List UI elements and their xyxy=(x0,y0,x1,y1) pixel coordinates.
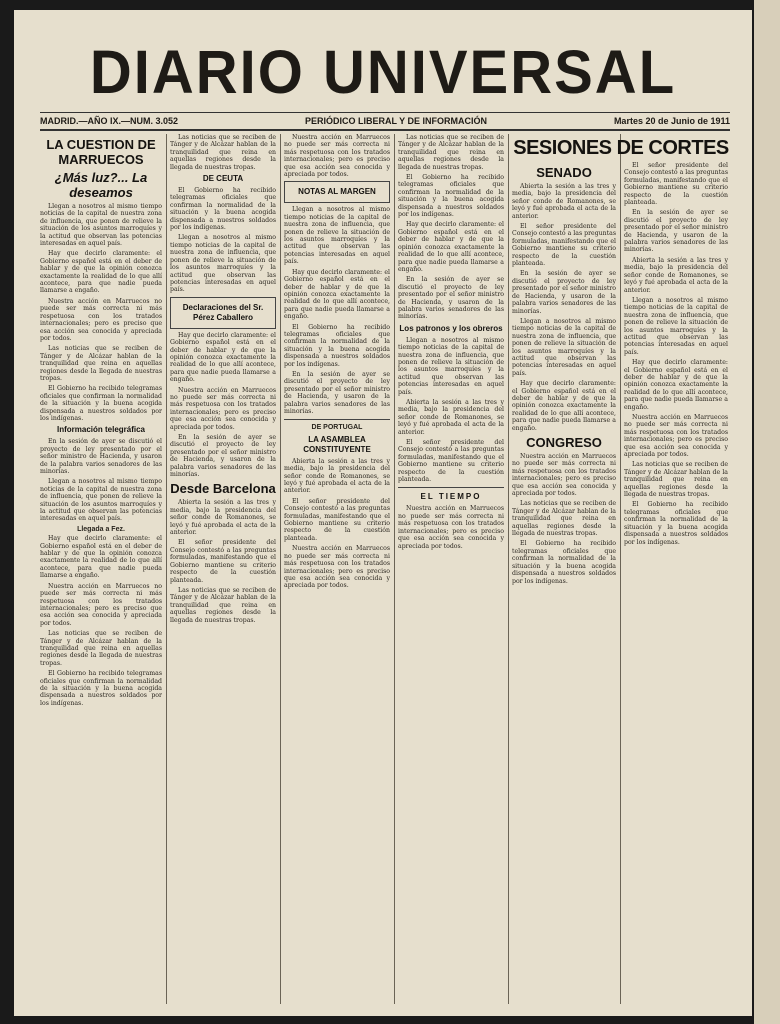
paragraph: Las noticias que se reciben de Tánger y de Alcázar hablan de la tranquilidad que reina en aquellas regiones desde la llegada de nuestras tropas. xyxy=(40,630,162,667)
headline-senado: SENADO xyxy=(536,165,592,180)
sessions-left xyxy=(512,162,616,588)
paragraph: El señor presidente del Consejo contestó a las preguntas formuladas, manifestando que el Gobierno mantiene su criterio respecto de la cuestión planteada. xyxy=(170,539,276,584)
paragraph: Hay que decirlo claramente: el Gobierno español está en el deber de hablar y de que la opinión conozca exactamente la realidad de lo que allí acontece, para que nadie pueda llamarse a engaño. xyxy=(40,535,162,580)
tagline: PERIÓDICO LIBERAL Y DE INFORMACIÓN xyxy=(304,116,487,126)
headline-sesiones-cortes: SESIONES DE CORTES xyxy=(513,137,729,159)
subhead-portugal: DE PORTUGAL xyxy=(311,424,363,432)
adjacent-page-edge xyxy=(754,0,780,1024)
paragraph: El Gobierno ha recibido telegramas oficiales que confirman la normalidad de la situación y la buena acogida dispensada a nuestros soldados por los indígenas. xyxy=(40,670,162,707)
subhead-fez: Llegada a Fez. xyxy=(77,525,125,533)
paragraph: Llegan a nosotros al mismo tiempo noticias de la capital de nuestra zona de influencia, que ponen de relieve la situación de los asuntos marroquíes y la actitud que observan las potencias interesadas en aquel país. xyxy=(398,336,504,396)
headline-barcelona: Desde Barcelona xyxy=(170,481,276,497)
paragraph: Abierta la sesión a las tres y media, bajo la presidencia del señor conde de Romanones, se leyó y fué aprobada el acta de la anterior. xyxy=(512,183,616,220)
paragraph: Abierta la sesión a las tres y media, bajo la presidencia del señor conde de Romanones, se leyó y fué aprobada el acta de la anterior. xyxy=(398,399,504,436)
paragraph: Hay que decirlo claramente: el Gobierno español está en el deber de hablar y de que la opinión conozca exactamente la realidad de lo que allí acontece, para que nadie pueda llamarse a engaño. xyxy=(40,250,162,295)
headline-asamblea: LA ASAMBLEA CONSTITUYENTE xyxy=(303,434,371,454)
edition-info: MADRID.—AÑO IX.—NUM. 3.052 xyxy=(40,116,179,126)
column-rule xyxy=(508,134,509,1004)
newspaper-page xyxy=(14,10,752,1016)
paragraph: En la sesión de ayer se discutió el proyecto de ley presentado por el señor ministro de Hacienda, y usaron de la palabra varios senadores de las minorías. xyxy=(284,370,390,415)
headline-congreso: CONGRESO xyxy=(526,435,602,450)
headline-notas-al-margen: NOTAS AL MARGEN xyxy=(298,187,376,197)
sessions-right xyxy=(624,162,728,588)
paragraph: El señor presidente del Consejo contestó a las preguntas formuladas, manifestando que el Gobierno mantiene su criterio respecto de la cuestión planteada. xyxy=(284,497,390,542)
divider xyxy=(284,419,390,420)
paragraph: Llegan a nosotros al mismo tiempo noticias de la capital de nuestra zona de influencia, que ponen de relieve la situación de los asuntos marroquíes y la actitud que observan las potencias interesadas en aquel país. xyxy=(284,206,390,266)
paragraph: Llegan a nosotros al mismo tiempo noticias de la capital de nuestra zona de influencia, que ponen de relieve la situación de los asuntos marroquíes y la actitud que observan las potencias interesadas en aquel país. xyxy=(40,478,162,523)
dateline xyxy=(40,112,730,131)
paragraph: Nuestra acción en Marruecos no puede ser más correcta ni más respetuosa con los tratados internacionales; pero es preciso que esa acción sea conocida y apreciada por todos. xyxy=(40,582,162,627)
paragraph: En la sesión de ayer se discutió el proyecto de ley presentado por el señor ministro de Hacienda, y usaron de la palabra varios senadores de las minorías. xyxy=(512,270,616,315)
paragraph: Hay que decirlo claramente: el Gobierno español está en el deber de hablar y de que la opinión conozca exactamente la realidad de lo que allí acontece, para que nadie pueda llamarse a engaño. xyxy=(624,359,728,411)
column-2 xyxy=(170,134,276,627)
column-1 xyxy=(40,134,162,710)
column-5 xyxy=(512,134,730,588)
headline-marruecos: LA CUESTION DE MARRUECOS xyxy=(46,137,156,167)
headline-tiempo: EL TIEMPO xyxy=(420,492,482,502)
paragraph: Las noticias que se reciben de Tánger y de Alcázar hablan de la tranquilidad que reina en aquellas regiones desde la llegada de nuestras tropas. xyxy=(170,134,276,171)
paragraph: Hay que decirlo claramente: el Gobierno español está en el deber de hablar y de que la opinión conozca exactamente la realidad de lo que allí acontece, para que nadie pueda llamarse a engaño. xyxy=(398,221,504,273)
box-declaraciones xyxy=(170,297,276,329)
paragraph: Abierta la sesión a las tres y media, bajo la presidencia del señor conde de Romanones, se leyó y fué aprobada el acta de la anterior. xyxy=(284,457,390,495)
paragraph: Las noticias que se reciben de Tánger y de Alcázar hablan de la tranquilidad que reina en aquellas regiones desde la llegada de nuestras tropas. xyxy=(40,345,162,382)
headline-patronos: Los patronos y los obreros xyxy=(399,323,503,333)
masthead: DIARIO UNIVERSAL xyxy=(89,38,677,107)
paragraph: Las noticias que se reciben de Tánger y de Alcázar hablan de la tranquilidad que reina en aquellas regiones desde la llegada de nuestras tropas. xyxy=(170,586,276,624)
paragraph: Llegan a nosotros al mismo tiempo noticias de la capital de nuestra zona de influencia, que ponen de relieve la situación de los asuntos marroquíes y la actitud que observan las potencias interesadas en aquel país. xyxy=(40,203,162,248)
paragraph: Llegan a nosotros al mismo tiempo noticias de la capital de nuestra zona de influencia, que ponen de relieve la situación de los asuntos marroquíes y la actitud que observan las potencias interesadas en aquel país. xyxy=(170,234,276,294)
paragraph: Nuestra acción en Marruecos no puede ser más correcta ni más respetuosa con los tratados internacionales; pero es preciso que esa acción sea conocida y apreciada por todos. xyxy=(284,545,390,590)
paragraph: Nuestra acción en Marruecos no puede ser más correcta ni más respetuosa con los tratados internacionales; pero es preciso que esa acción sea conocida y apreciada por todos. xyxy=(624,414,728,459)
column-3 xyxy=(284,134,390,593)
headline-ceuta: DE CEUTA xyxy=(202,174,244,184)
paragraph: Hay que decirlo claramente: el Gobierno español está en el deber de hablar y de que la opinión conozca exactamente la realidad de lo que allí acontece, para que nadie pueda llamarse a engaño. xyxy=(512,380,616,432)
paragraph: El señor presidente del Consejo contestó a las preguntas formuladas, manifestando que el Gobierno mantiene su criterio respecto de la cuestión planteada. xyxy=(512,223,616,268)
paragraph: Nuestra acción en Marruecos no puede ser más correcta ni más respetuosa con los tratados internacionales; pero es preciso que esa acción sea conocida y apreciada por todos. xyxy=(170,386,276,431)
headline-telegrafica: Información telegráfica xyxy=(56,425,146,435)
paragraph: El Gobierno ha recibido telegramas oficiales que confirman la normalidad de la situación y la buena acogida dispensada a nuestros soldados por los indígenas. xyxy=(398,174,504,219)
paragraph: En la sesión de ayer se discutió el proyecto de ley presentado por el señor ministro de Hacienda, y usaron de la palabra varios senadores de las minorías. xyxy=(40,438,162,475)
column-rule xyxy=(394,134,395,1004)
paragraph: Llegan a nosotros al mismo tiempo noticias de la capital de nuestra zona de influencia, que ponen de relieve la situación de los asuntos marroquíes y la actitud que observan las potencias interesadas en aquel país. xyxy=(624,296,728,356)
column-rule xyxy=(166,134,167,1004)
paragraph: El Gobierno ha recibido telegramas oficiales que confirman la normalidad de la situación y la buena acogida dispensada a nuestros soldados por los indígenas. xyxy=(624,501,728,546)
column-rule xyxy=(280,134,281,1004)
sessions-columns xyxy=(512,162,730,588)
paragraph: Nuestra acción en Marruecos no puede ser más correcta ni más respetuosa con los tratados internacionales; pero es preciso que esa acción sea conocida y apreciada por todos. xyxy=(40,297,162,342)
paragraph: Abierta la sesión a las tres y media, bajo la presidencia del señor conde de Romanones, se leyó y fué aprobada el acta de la anterior. xyxy=(624,256,728,294)
paragraph: Las noticias que se reciben de Tánger y de Alcázar hablan de la tranquilidad que reina en aquellas regiones desde la llegada de nuestras tropas. xyxy=(624,461,728,499)
paragraph: El Gobierno ha recibido telegramas oficiales que confirman la normalidad de la situación y la buena acogida dispensada a nuestros soldados por los indígenas. xyxy=(512,540,616,585)
paragraph: En la sesión de ayer se discutió el proyecto de ley presentado por el señor ministro de Hacienda, y usaron de la palabra varios senadores de las minorías. xyxy=(170,434,276,479)
paragraph: El Gobierno ha recibido telegramas oficiales que confirman la normalidad de la situación y la buena acogida dispensada a nuestros soldados por los indígenas. xyxy=(170,187,276,232)
paragraph: Nuestra acción en Marruecos no puede ser más correcta ni más respetuosa con los tratados internacionales; pero es preciso que esa acción sea conocida y apreciada por todos. xyxy=(284,134,390,179)
paragraph: En la sesión de ayer se discutió el proyecto de ley presentado por el señor ministro de Hacienda, y usaron de la palabra varios senadores de las minorías. xyxy=(398,276,504,321)
paragraph: Abierta la sesión a las tres y media, bajo la presidencia del señor conde de Romanones, se leyó y fué aprobada el acta de la anterior. xyxy=(170,499,276,537)
paragraph: Nuestra acción en Marruecos no puede ser más correcta ni más respetuosa con los tratados internacionales; pero es preciso que esa acción sea conocida y apreciada por todos. xyxy=(512,453,616,498)
paragraph: Hay que decirlo claramente: el Gobierno español está en el deber de hablar y de que la opinión conozca exactamente la realidad de lo que allí acontece, para que nadie pueda llamarse a engaño. xyxy=(284,268,390,321)
paragraph: El señor presidente del Consejo contestó a las preguntas formuladas, manifestando que el Gobierno mantiene su criterio respecto de la cuestión planteada. xyxy=(398,439,504,484)
paragraph: Las noticias que se reciben de Tánger y de Alcázar hablan de la tranquilidad que reina en aquellas regiones desde la llegada de nuestras tropas. xyxy=(512,500,616,538)
paragraph: El Gobierno ha recibido telegramas oficiales que confirman la normalidad de la situación y la buena acogida dispensada a nuestros soldados por los indígenas. xyxy=(40,385,162,422)
paragraph: En la sesión de ayer se discutió el proyecto de ley presentado por el señor ministro de Hacienda, y usaron de la palabra varios senadores de las minorías. xyxy=(624,209,728,254)
paragraph: Las noticias que se reciben de Tánger y de Alcázar hablan de la tranquilidad que reina en aquellas regiones desde la llegada de nuestras tropas. xyxy=(398,134,504,171)
paragraph: El señor presidente del Consejo contestó a las preguntas formuladas, manifestando que el Gobierno mantiene su criterio respecto de la cuestión planteada. xyxy=(624,162,728,207)
subheadline-mas-luz: ¿Más luz?... La deseamos xyxy=(54,170,148,200)
divider xyxy=(398,487,504,488)
issue-date: Martes 20 de Junio de 1911 xyxy=(613,116,730,126)
paragraph: Nuestra acción en Marruecos no puede ser más correcta ni más respetuosa con los tratados internacionales; pero es preciso que esa acción sea conocida y apreciada por todos. xyxy=(398,505,504,550)
paragraph: Llegan a nosotros al mismo tiempo noticias de la capital de nuestra zona de influencia, que ponen de relieve la situación de los asuntos marroquíes y la actitud que observan las potencias interesadas en aquel país. xyxy=(512,317,616,377)
paragraph: El Gobierno ha recibido telegramas oficiales que confirman la normalidad de la situación y la buena acogida dispensada a nuestros soldados por los indígenas. xyxy=(284,323,390,368)
paragraph: Hay que decirlo claramente: el Gobierno español está en el deber de hablar y de que la opinión conozca exactamente la realidad de lo que allí acontece, para que nadie pueda llamarse a engaño. xyxy=(170,331,276,384)
column-4 xyxy=(398,134,504,553)
headline-declaraciones: Declaraciones del Sr. Pérez Caballero xyxy=(182,302,264,322)
box-notas xyxy=(284,181,390,203)
